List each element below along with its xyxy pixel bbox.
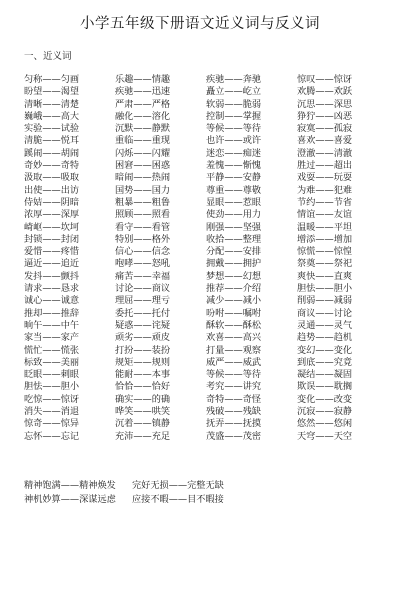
synonym-pair: 充沛——充足 <box>115 430 171 442</box>
synonym-pair: 信心——信念 <box>115 246 171 258</box>
synonym-pair: 痛苦——幸福 <box>115 270 171 282</box>
synonym-pair: 胆怯——胆小 <box>24 381 80 393</box>
synonym-pair: 迷恋——痴迷 <box>206 147 262 159</box>
synonym-pair: 软弱——脆弱 <box>206 98 262 110</box>
synonym-pair: 确实——的确 <box>115 393 171 405</box>
synonym-pair: 乐趣——情趣 <box>115 74 171 85</box>
synonym-pair: 吃惊——惊讶 <box>24 393 80 405</box>
synonym-pair: 收拾——整理 <box>206 233 262 245</box>
synonym-pair: 家当——家产 <box>24 332 80 344</box>
synonym-row <box>24 160 384 172</box>
synonym-pair: 规矩——规则 <box>115 356 171 368</box>
synonym-pair: 粗暴——粗鲁 <box>115 196 171 208</box>
synonym-pair: 严肃——严格 <box>115 98 171 110</box>
synonym-pair: 蹊闹——胡闹 <box>24 147 80 159</box>
synonym-pair: 矗立——屹立 <box>206 86 262 98</box>
synonym-pair: 酥软——酥松 <box>206 319 262 331</box>
synonym-row <box>24 222 384 234</box>
synonym-pair: 出使——出访 <box>24 184 80 196</box>
synonym-pair: 爽快——直爽 <box>297 270 353 282</box>
synonym-pair: 节约——节省 <box>297 196 353 208</box>
synonym-pair: 侍姞——阴暗 <box>24 196 80 208</box>
synonym-pair: 欺误——耽搁 <box>297 381 353 393</box>
synonym-pair: 奇特——奇怪 <box>206 393 262 405</box>
idiom-pair: 精神饱满——精神焕发 <box>24 480 116 491</box>
synonym-row <box>24 172 384 184</box>
synonym-pair: 咆哮——怒吼 <box>115 258 171 270</box>
synonym-pair: 欢腾——欢跃 <box>297 86 353 98</box>
synonym-pair: 梦想——幻想 <box>206 270 262 282</box>
synonym-pair: 困窘——困惑 <box>115 160 171 172</box>
synonym-pair: 沉思——深思 <box>297 98 353 110</box>
synonym-row <box>24 345 384 357</box>
synonym-pair: 理屈——理亏 <box>115 295 171 307</box>
synonym-row <box>24 332 384 344</box>
synonym-pair: 慌忙——慌张 <box>24 344 80 356</box>
synonym-pair: 羞愧——惭愧 <box>206 160 262 172</box>
synonym-pair: 疾驰——奔驰 <box>206 74 262 85</box>
synonym-row <box>24 283 384 295</box>
synonym-pair: 变化——改变 <box>297 393 353 405</box>
synonym-row <box>24 406 384 418</box>
synonym-pair: 为难——犯难 <box>297 184 353 196</box>
synonym-pair: 祭奠——祭祀 <box>297 258 353 270</box>
synonym-pair: 看守——看管 <box>115 221 171 233</box>
synonym-pair: 趋势——趋机 <box>297 332 353 344</box>
synonym-row <box>24 295 384 307</box>
synonym-pair: 也许——或许 <box>206 135 262 147</box>
synonym-row <box>24 431 384 443</box>
synonym-row <box>24 148 384 160</box>
synonym-pair: 使劲——用力 <box>206 209 262 221</box>
synonym-row <box>24 271 384 283</box>
synonym-pair: 澄澈——清澈 <box>297 147 353 159</box>
idiom-pair: 应接不暇——目不暇接 <box>132 494 224 505</box>
synonym-pair: 顽劣——顽皮 <box>115 332 171 344</box>
synonym-pair: 推荐——介绍 <box>206 283 262 295</box>
synonym-pair: 匀称——匀画 <box>24 74 80 85</box>
synonym-pair: 逼近——追近 <box>24 258 80 270</box>
synonym-pair: 尊重——尊敬 <box>206 184 262 196</box>
section-heading: 一、近义词 <box>24 51 72 62</box>
synonym-pair: 融化——溶化 <box>115 110 171 122</box>
synonym-row <box>24 234 384 246</box>
idiom-list <box>24 479 224 507</box>
synonym-pair: 沉着——镇静 <box>115 418 171 430</box>
synonym-pair: 刚强——坚强 <box>206 221 262 233</box>
synonym-pair: 暗闹——热闹 <box>115 172 171 184</box>
page-title: 小学五年级下册语文近义词与反义词 <box>80 16 320 32</box>
synonym-pair: 打扮——装扮 <box>115 344 171 356</box>
synonym-pair: 狰狞——凶恶 <box>297 110 353 122</box>
synonym-pair: 胆怯——胆小 <box>297 283 353 295</box>
synonym-row <box>24 86 384 98</box>
synonym-pair: 标致——美丽 <box>24 356 80 368</box>
synonym-pair: 温暖——平坦 <box>297 221 353 233</box>
synonym-pair: 平静——安静 <box>206 172 262 184</box>
synonym-pair: 爱惜——疼惜 <box>24 246 80 258</box>
synonym-row <box>24 320 384 332</box>
synonym-pair: 欢喜——高兴 <box>206 332 262 344</box>
synonym-pair: 抚弄——抚摸 <box>206 418 262 430</box>
synonym-row <box>24 381 384 393</box>
synonym-pair: 盼望——渴望 <box>24 86 80 98</box>
synonym-pair: 惊叹——惊讶 <box>297 74 353 85</box>
synonym-pair: 胜过——超出 <box>297 160 353 172</box>
synonym-pair: 哗笑——哄笑 <box>115 406 171 418</box>
synonym-pair: 讨论——商议 <box>115 283 171 295</box>
synonym-row <box>24 418 384 430</box>
synonym-pair: 考究——讲究 <box>206 381 262 393</box>
synonym-pair: 疑惑——诧疑 <box>115 319 171 331</box>
idiom-pair: 神机妙算——深谋远虑 <box>24 494 116 505</box>
synonym-pair: 浓厚——深厚 <box>24 209 80 221</box>
synonym-pair: 增添——增加 <box>297 233 353 245</box>
synonym-pair: 吩咐——嘱咐 <box>206 307 262 319</box>
synonym-pair: 实验——试验 <box>24 123 80 135</box>
synonym-row <box>24 99 384 111</box>
idiom-row <box>24 479 224 493</box>
synonym-pair: 威严——威武 <box>206 356 262 368</box>
synonym-pair: 恰恰——恰好 <box>115 381 171 393</box>
synonym-row <box>24 209 384 221</box>
synonym-pair: 灵通——灵气 <box>297 319 353 331</box>
synonym-pair: 沉寂——寂静 <box>297 406 353 418</box>
synonym-pair: 委托——托付 <box>115 307 171 319</box>
synonym-pair: 闪烁——闪耀 <box>115 147 171 159</box>
synonym-pair: 崎岖——坎坷 <box>24 221 80 233</box>
synonym-pair: 清脆——悦耳 <box>24 135 80 147</box>
synonym-pair: 惊奇——惊异 <box>24 418 80 430</box>
synonym-row <box>24 123 384 135</box>
synonym-pair: 等候——等待 <box>206 123 262 135</box>
synonym-pair: 能耐——本事 <box>115 369 171 381</box>
synonym-pair: 天穹——天空 <box>297 430 353 442</box>
synonym-pair: 重临——重现 <box>115 135 171 147</box>
synonym-pair: 诚心——诚意 <box>24 295 80 307</box>
synonym-pair: 照顾——照看 <box>115 209 171 221</box>
synonym-row <box>24 111 384 123</box>
synonym-pair: 喜欢——喜爱 <box>297 135 353 147</box>
synonym-pair: 打量——观察 <box>206 344 262 356</box>
synonym-row <box>24 369 384 381</box>
synonym-pair: 清晰——清楚 <box>24 98 80 110</box>
synonym-pair: 汲取——吸取 <box>24 172 80 184</box>
synonym-pair: 惊慌——惊惶 <box>297 246 353 258</box>
synonym-row <box>24 197 384 209</box>
synonym-row <box>24 246 384 258</box>
synonym-row <box>24 394 384 406</box>
idiom-pair: 完好无损——完整无缺 <box>132 480 224 491</box>
synonym-pair: 寂寞——孤寂 <box>297 123 353 135</box>
synonym-pair: 茂盛——茂密 <box>206 430 262 442</box>
synonym-pair: 特别——格外 <box>115 233 171 245</box>
synonym-pair: 戏耍——玩耍 <box>297 172 353 184</box>
synonym-row <box>24 74 384 86</box>
synonym-pair: 凝结——凝固 <box>297 369 353 381</box>
synonym-pair: 控制——掌握 <box>206 110 262 122</box>
synonym-row <box>24 135 384 147</box>
synonym-pair: 悠然——悠闲 <box>297 418 353 430</box>
idiom-row <box>24 493 224 507</box>
synonym-row <box>24 185 384 197</box>
synonym-pair: 拥戴——拥护 <box>206 258 262 270</box>
synonym-pair: 变幻——变化 <box>297 344 353 356</box>
synonym-pair: 到底——究竟 <box>297 356 353 368</box>
synonym-pair: 疾驰——迅速 <box>115 86 171 98</box>
synonym-table <box>24 74 384 443</box>
synonym-pair: 国势——国力 <box>115 184 171 196</box>
synonym-pair: 奇妙——奇特 <box>24 160 80 172</box>
synonym-pair: 分配——安排 <box>206 246 262 258</box>
synonym-pair: 残破——残缺 <box>206 406 262 418</box>
synonym-pair: 显眼——惹眼 <box>206 196 262 208</box>
synonym-pair: 晌午——中午 <box>24 319 80 331</box>
synonym-pair: 商议——讨论 <box>297 307 353 319</box>
synonym-pair: 封锁——封闭 <box>24 233 80 245</box>
synonym-row <box>24 308 384 320</box>
synonym-pair: 发抖——颤抖 <box>24 270 80 282</box>
synonym-pair: 巍峨——高大 <box>24 110 80 122</box>
synonym-pair: 推却——推辞 <box>24 307 80 319</box>
synonym-row <box>24 258 384 270</box>
synonym-row <box>24 357 384 369</box>
synonym-pair: 削弱——减弱 <box>297 295 353 307</box>
synonym-pair: 沉默——静默 <box>115 123 171 135</box>
synonym-pair: 眨眼——刺眼 <box>24 369 80 381</box>
synonym-pair: 消失——消退 <box>24 406 80 418</box>
synonym-pair: 情谊——友谊 <box>297 209 353 221</box>
synonym-pair: 忘怀——忘记 <box>24 430 80 442</box>
synonym-pair: 等候——等待 <box>206 369 262 381</box>
synonym-pair: 减少——减小 <box>206 295 262 307</box>
synonym-pair: 请求——恳求 <box>24 283 80 295</box>
